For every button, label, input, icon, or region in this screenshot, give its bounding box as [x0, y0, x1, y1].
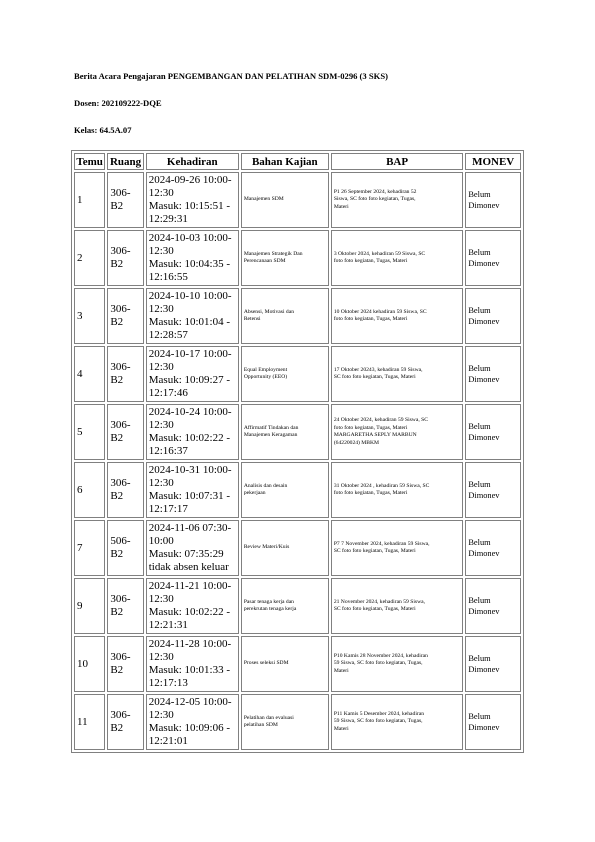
cell-kehadiran-line: Masuk: 07:35:29 — [148, 548, 224, 560]
cell-bap-line: P1 26 September 2024, kehadiran 52 — [333, 188, 417, 195]
cell-bap-line: Siswa, SC foto foto kegiatan, Tugas, — [333, 196, 416, 203]
cell-kehadiran-line: 12:28:57 — [148, 329, 188, 341]
cell-bap-line: 59 Siswa, SC foto foto kegiatan, Tugas, — [333, 718, 423, 725]
cell-monev-line: Dimonev — [468, 433, 500, 442]
cell-bap-line: P7 7 November 2024, kehadiran 59 Siswa, — [333, 540, 430, 547]
cell-bap-line: 10 Oktober 2024 kehadiran 59 Siswa, SC — [333, 308, 427, 315]
cell-ruang — [107, 694, 143, 750]
cell-bap-line: SC foto foto kegiatan, Tugas, Materi — [333, 548, 416, 554]
cell-kehadiran — [146, 578, 239, 634]
cell-temu: 1 — [74, 172, 105, 228]
cell-monev — [465, 520, 521, 576]
cell-bahan-kajian-line: Proses seleksi SDM — [243, 660, 289, 667]
cell-monev-line: Belum — [468, 422, 491, 431]
cell-bahan-kajian-line: Manajemen SDM — [243, 196, 284, 203]
cell-kehadiran-line: 12:30 — [148, 709, 174, 721]
cell-bahan-kajian — [241, 172, 329, 228]
cell-kehadiran-line: 2024-09-26 10:00- — [148, 174, 232, 186]
cell-bap-line: SC foto foto kegiatan, Tugas, Materi — [333, 606, 416, 612]
cell-temu: 3 — [74, 288, 105, 344]
cell-kehadiran — [146, 404, 239, 460]
cell-monev — [465, 346, 521, 402]
cell-bahan-kajian-line: Equal Employment — [243, 366, 288, 373]
cell-ruang-line: 306- — [110, 187, 131, 199]
cell-ruang-line: 306- — [110, 593, 131, 605]
cell-monev-line: Dimonev — [468, 491, 500, 500]
cell-bap — [331, 694, 464, 750]
cell-monev-line: Belum — [468, 654, 491, 663]
cell-kehadiran-line: 12:30 — [148, 303, 174, 315]
cell-kehadiran-line: 2024-11-06 07:30- — [148, 522, 232, 534]
cell-monev-line: Belum — [468, 248, 491, 257]
cell-kehadiran — [146, 230, 239, 286]
cell-ruang-line: 506- — [110, 535, 131, 547]
cell-bap — [331, 462, 464, 518]
cell-bahan-kajian — [241, 578, 329, 634]
cell-kehadiran-line: 12:30 — [148, 477, 174, 489]
cell-bahan-kajian — [241, 404, 329, 460]
cell-ruang-line: B2 — [110, 374, 124, 386]
cell-bahan-kajian — [241, 636, 329, 692]
cell-kehadiran-line: 12:16:55 — [148, 271, 188, 283]
cell-kehadiran-line: 2024-10-03 10:00- — [148, 232, 232, 244]
cell-kehadiran-line: 2024-11-21 10:00- — [148, 580, 232, 592]
table-row — [74, 404, 521, 460]
cell-temu: 7 — [74, 520, 105, 576]
cell-bap-line: 17 Oktober 20243, kehadiran 59 Siswa, — [333, 366, 423, 373]
cell-bahan-kajian-line: Absensi, Motivasi dan — [243, 308, 294, 315]
cell-kehadiran — [146, 346, 239, 402]
cell-temu: 10 — [74, 636, 105, 692]
header-ruang: Ruang — [107, 153, 143, 170]
cell-ruang-line: 306- — [110, 709, 131, 721]
cell-monev-line: Dimonev — [468, 607, 500, 616]
table-row — [74, 230, 521, 286]
cell-kehadiran-line: Masuk: 10:15:51 - — [148, 200, 231, 212]
cell-ruang-line: 306- — [110, 303, 131, 315]
header-monev: MONEV — [465, 153, 521, 170]
cell-bap — [331, 230, 464, 286]
cell-monev — [465, 172, 521, 228]
cell-monev — [465, 230, 521, 286]
cell-monev — [465, 404, 521, 460]
cell-bahan-kajian-line: Analisis dan desain — [243, 482, 288, 489]
cell-kehadiran-line: 12:30 — [148, 187, 174, 199]
cell-kehadiran-line: 2024-10-31 10:00- — [148, 464, 232, 476]
cell-ruang-line: 306- — [110, 419, 131, 431]
cell-bap — [331, 520, 464, 576]
cell-kehadiran-line: 2024-10-17 10:00- — [148, 348, 232, 360]
cell-bap-line: Materi — [333, 725, 349, 732]
cell-bap-line: P11 Kamis 5 Desember 2024, kehadiran — [333, 710, 425, 717]
cell-bahan-kajian-line: Perencanaan SDM — [243, 258, 286, 264]
cell-bahan-kajian-line: Pelatihan dan evaluasi — [243, 714, 294, 721]
cell-bap-line: Materi — [333, 667, 349, 674]
cell-bahan-kajian — [241, 520, 329, 576]
cell-bap-line: foto foto kegiatan, Tugas, Materi — [333, 258, 408, 264]
cell-bahan-kajian-line: pekerjaan — [243, 490, 266, 496]
cell-kehadiran — [146, 520, 239, 576]
table-row — [74, 462, 521, 518]
cell-temu: 11 — [74, 694, 105, 750]
cell-monev-line: Belum — [468, 538, 491, 547]
cell-bahan-kajian — [241, 288, 329, 344]
cell-monev-line: Dimonev — [468, 723, 500, 732]
cell-monev — [465, 694, 521, 750]
cell-kehadiran — [146, 636, 239, 692]
cell-kehadiran-line: 12:30 — [148, 651, 174, 663]
cell-kehadiran-line: tidak absen keluar — [148, 561, 229, 573]
cell-bahan-kajian-line: pelatihan SDM — [243, 722, 278, 728]
cell-bap-line: 24 Oktober 2024, kehadiran 59 Siswa, SC — [333, 417, 428, 423]
cell-monev-line: Belum — [468, 480, 491, 489]
cell-kehadiran-line: Masuk: 10:02:22 - — [148, 606, 231, 618]
cell-ruang — [107, 346, 143, 402]
cell-bap-line: Materi — [333, 203, 349, 210]
cell-ruang — [107, 404, 143, 460]
cell-kehadiran — [146, 462, 239, 518]
cell-monev-line: Belum — [468, 596, 491, 605]
header-bap: BAP — [331, 153, 464, 170]
class-label: Kelas: 64.5A.07 — [74, 125, 132, 135]
cell-monev-line: Dimonev — [468, 375, 500, 384]
cell-bap — [331, 288, 464, 344]
cell-ruang — [107, 462, 143, 518]
cell-bap — [331, 578, 464, 634]
cell-bap-line: 31 Oktober 2024 , kehadiran 59 Siswa, SC — [333, 482, 430, 489]
cell-temu: 5 — [74, 404, 105, 460]
cell-kehadiran-line: Masuk: 10:01:04 - — [148, 316, 231, 328]
cell-monev — [465, 462, 521, 518]
cell-bahan-kajian-line: Opportunity (EEO) — [243, 374, 288, 380]
cell-bap-line: 3 Oktober 2024, kehadiran 59 Siswa, SC — [333, 250, 426, 257]
cell-bahan-kajian-line: Affirmatif Tindakan dan — [243, 424, 299, 431]
document-title: Berita Acara Pengajaran PENGEMBANGAN DAN PELATIHAN SDM-0296 (3 SKS) — [74, 71, 388, 81]
cell-bap-line: foto foto kegiatan, Tugas, Materi — [333, 424, 408, 431]
table-row — [74, 346, 521, 402]
cell-kehadiran-line: Masuk: 10:01:33 - — [148, 664, 231, 676]
cell-ruang-line: B2 — [110, 258, 124, 270]
cell-ruang-line: B2 — [110, 432, 124, 444]
cell-ruang — [107, 636, 143, 692]
cell-ruang — [107, 288, 143, 344]
cell-kehadiran-line: 12:17:13 — [148, 677, 188, 689]
cell-bahan-kajian — [241, 694, 329, 750]
cell-monev — [465, 288, 521, 344]
table-row — [74, 172, 521, 228]
cell-kehadiran-line: Masuk: 10:02:22 - — [148, 432, 231, 444]
cell-bap-line: foto foto kegiatan, Tugas, Materi — [333, 316, 408, 322]
cell-monev-line: Dimonev — [468, 665, 500, 674]
cell-bahan-kajian-line: Manajemen Strategik Dan — [243, 250, 303, 257]
cell-kehadiran-line: 12:30 — [148, 361, 174, 373]
cell-monev — [465, 578, 521, 634]
cell-kehadiran-line: 12:30 — [148, 593, 174, 605]
cell-monev-line: Dimonev — [468, 317, 500, 326]
cell-ruang — [107, 520, 143, 576]
cell-bahan-kajian — [241, 230, 329, 286]
table-body — [74, 172, 521, 750]
cell-kehadiran-line: 2024-11-28 10:00- — [148, 638, 232, 650]
lecturer-label: Dosen: 202109222-DQE — [74, 98, 162, 108]
table-row — [74, 288, 521, 344]
cell-kehadiran-line: 12:21:01 — [148, 735, 188, 747]
cell-monev-line: Belum — [468, 712, 491, 721]
cell-kehadiran-line: 12:17:17 — [148, 503, 188, 515]
cell-kehadiran-line: Masuk: 10:04:35 - — [148, 258, 231, 270]
cell-monev-line: Dimonev — [468, 201, 500, 210]
cell-bap — [331, 636, 464, 692]
cell-kehadiran-line: 2024-10-24 10:00- — [148, 406, 232, 418]
cell-bap-line: (64220024) MBKM — [333, 439, 380, 446]
cell-kehadiran-line: 2024-12-05 10:00- — [148, 696, 232, 708]
cell-ruang-line: B2 — [110, 200, 124, 212]
cell-temu: 2 — [74, 230, 105, 286]
cell-ruang-line: B2 — [110, 606, 124, 618]
cell-monev-line: Belum — [468, 364, 491, 373]
cell-monev-line: Dimonev — [468, 259, 500, 268]
cell-bahan-kajian-line: Pasar tenaga kerja dan — [243, 598, 294, 605]
cell-bap — [331, 346, 464, 402]
cell-ruang — [107, 172, 143, 228]
cell-ruang — [107, 578, 143, 634]
cell-bap-line: foto foto kegiatan, Tugas, Materi — [333, 490, 408, 496]
cell-kehadiran-line: 12:30 — [148, 419, 174, 431]
cell-kehadiran-line: 12:17:46 — [148, 387, 188, 399]
cell-kehadiran — [146, 694, 239, 750]
cell-kehadiran-line: 12:16:37 — [148, 445, 188, 457]
cell-bahan-kajian-line: Retensi — [243, 316, 261, 322]
cell-monev-line: Belum — [468, 306, 491, 315]
table-row — [74, 578, 521, 634]
cell-bahan-kajian — [241, 346, 329, 402]
cell-kehadiran-line: Masuk: 10:09:06 - — [148, 722, 231, 734]
cell-bahan-kajian-line: Manajemen Keragaman — [243, 432, 298, 438]
cell-ruang-line: B2 — [110, 664, 124, 676]
header-bahan-kajian: Bahan Kajian — [241, 153, 329, 170]
table-row — [74, 636, 521, 692]
cell-temu: 4 — [74, 346, 105, 402]
cell-kehadiran-line: 2024-10-10 10:00- — [148, 290, 232, 302]
cell-kehadiran-line: Masuk: 10:07:31 - — [148, 490, 231, 502]
attendance-table — [71, 150, 524, 753]
cell-kehadiran-line: 12:30 — [148, 245, 174, 257]
cell-ruang-line: B2 — [110, 316, 124, 328]
cell-bap-line: 21 November 2024, kehadiran 59 Siswa, — [333, 598, 426, 605]
cell-monev — [465, 636, 521, 692]
cell-ruang-line: 306- — [110, 245, 131, 257]
cell-bap-line: MARGARETHA SEPLY MARBUN — [333, 432, 417, 438]
cell-bap-line: 59 Siswa, SC foto foto kegiatan, Tugas, — [333, 660, 423, 667]
cell-bahan-kajian-line: perekrutan tenaga kerja — [243, 606, 297, 612]
table-row — [74, 520, 521, 576]
cell-kehadiran-line: Masuk: 10:09:27 - — [148, 374, 231, 386]
cell-ruang-line: 306- — [110, 477, 131, 489]
cell-kehadiran-line: 12:21:31 — [148, 619, 188, 631]
cell-bap — [331, 404, 464, 460]
table-header-row — [74, 153, 521, 170]
cell-temu: 6 — [74, 462, 105, 518]
cell-bap-line: P10 Kamis 28 November 2024, kehadiran — [333, 652, 428, 659]
cell-monev-line: Dimonev — [468, 549, 500, 558]
cell-kehadiran-line: 12:29:31 — [148, 213, 188, 225]
cell-bahan-kajian — [241, 462, 329, 518]
cell-ruang-line: B2 — [110, 548, 124, 560]
cell-ruang-line: 306- — [110, 651, 131, 663]
cell-ruang — [107, 230, 143, 286]
cell-ruang-line: 306- — [110, 361, 131, 373]
cell-bap — [331, 172, 464, 228]
cell-temu: 9 — [74, 578, 105, 634]
header-kehadiran: Kehadiran — [146, 153, 239, 170]
cell-bap-line: SC foto foto kegiatan, Tugas, Materi — [333, 374, 416, 380]
cell-bahan-kajian-line: Review Materi/Kuis — [243, 544, 290, 551]
cell-kehadiran — [146, 288, 239, 344]
table-row — [74, 694, 521, 750]
cell-kehadiran — [146, 172, 239, 228]
cell-ruang-line: B2 — [110, 490, 124, 502]
cell-monev-line: Belum — [468, 190, 491, 199]
cell-ruang-line: B2 — [110, 722, 124, 734]
cell-kehadiran-line: 10:00 — [148, 535, 174, 547]
header-temu: Temu — [74, 153, 105, 170]
